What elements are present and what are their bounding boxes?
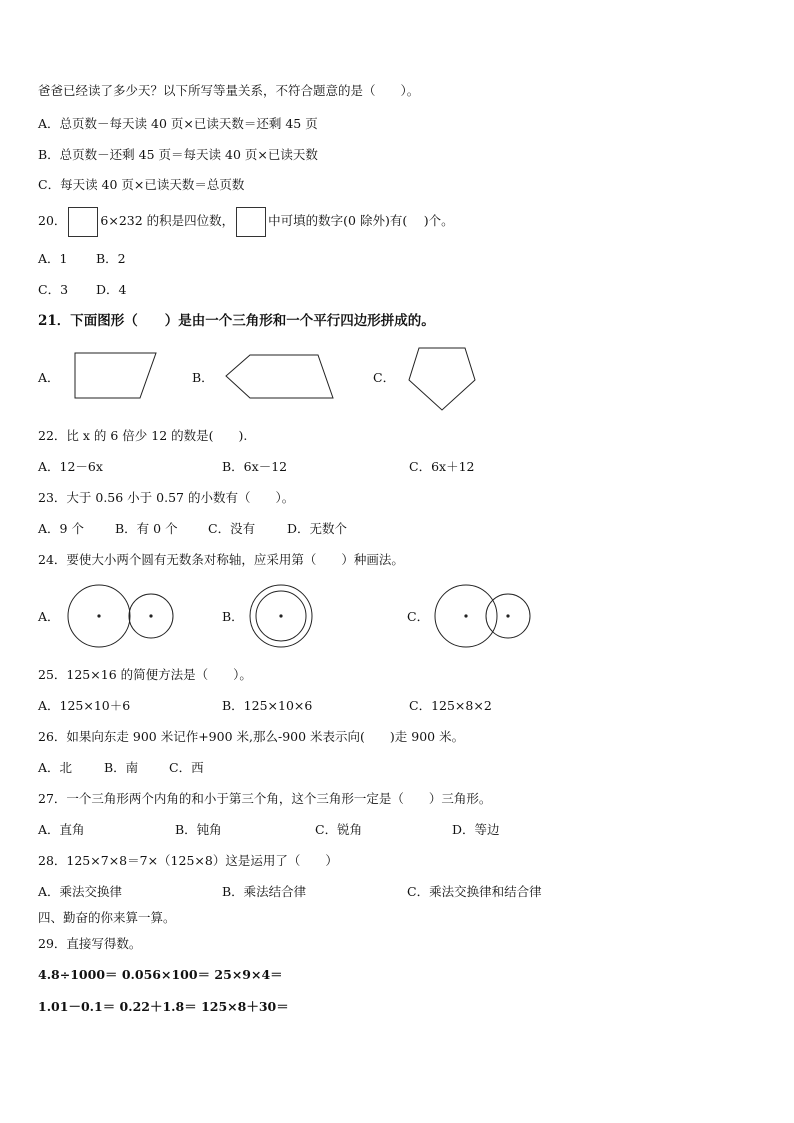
q21-label-a: A． <box>38 370 60 385</box>
q29-row-2: 1.01－0.1＝ 0.22＋1.8＝ 125×8＋30＝ <box>38 999 289 1014</box>
q27-option-c: C．锐角 <box>315 822 363 837</box>
q22-stem: 22．比 x 的 6 倍少 12 的数是( ). <box>38 428 248 443</box>
q26-stem: 26．如果向东走 900 米记作+900 米,那么-900 米表示向( )走 900 米。 <box>38 729 465 744</box>
q24-stem: 24．要使大小两个圆有无数条对称轴，应采用第（ ）种画法。 <box>38 552 404 567</box>
q23-option-b: B．有 0 个 <box>115 521 178 536</box>
q29-stem: 29．直接写得数。 <box>38 936 142 951</box>
q20-mid-text: 6×232 的积是四位数， <box>100 213 235 228</box>
q28-option-c: C．乘法交换律和结合律 <box>407 884 542 899</box>
q24-figure-a <box>68 585 173 647</box>
q26-option-a: A．北 <box>38 760 73 775</box>
q19-option-b: B．总页数－还剩 45 页＝每天读 40 页×已读天数 <box>38 147 318 162</box>
q26-option-b: B．南 <box>104 760 139 775</box>
q28-option-a: A．乘法交换律 <box>38 884 123 899</box>
section-heading: 四、勤奋的你来算一算。 <box>38 910 176 925</box>
q23-option-d: D．无数个 <box>287 521 348 536</box>
q19-option-a: A．总页数－每天读 40 页×已读天数＝还剩 45 页 <box>38 116 318 131</box>
q21-stem: 21．下面图形（ ）是由一个三角形和一个平行四边形拼成的。 <box>38 313 435 329</box>
q27-option-d: D．等边 <box>452 822 500 837</box>
q20-option-b: B．2 <box>96 251 126 266</box>
q24-label-b: B． <box>222 609 244 624</box>
q24-figure-c <box>435 585 530 647</box>
q24-label-a: A． <box>38 609 60 624</box>
q20-option-d: D．4 <box>96 282 127 297</box>
q25-stem: 25．125×16 的简便方法是（ ）。 <box>38 667 252 682</box>
q27-option-b: B．钝角 <box>175 822 222 837</box>
q24-figure-b <box>250 585 312 647</box>
q20-number: 20． <box>38 213 67 228</box>
q27-stem: 27．一个三角形两个内角的和小于第三个角，这个三角形一定是（ ）三角形。 <box>38 791 492 806</box>
q26-option-c: C．西 <box>169 760 204 775</box>
q23-option-c: C．没有 <box>208 521 256 536</box>
q20-tail-text: 中可填的数字(0 除外)有( )个。 <box>268 213 454 228</box>
q23-stem: 23．大于 0.56 小于 0.57 的小数有（ ）。 <box>38 490 295 505</box>
q20-option-a: A．1 <box>38 251 68 266</box>
q23-option-a: A．9 个 <box>38 521 84 536</box>
q22-option-b: B．6x－12 <box>222 459 288 474</box>
q19-option-c: C．每天读 40 页×已读天数＝总页数 <box>38 177 245 192</box>
q25-option-c: C．125×8×2 <box>409 698 492 713</box>
q29-row-1: 4.8÷1000＝ 0.056×100＝ 25×9×4＝ <box>38 967 283 982</box>
q25-option-b: B．125×10×6 <box>222 698 313 713</box>
q21-label-b: B． <box>192 370 214 385</box>
q28-stem: 28．125×7×8＝7×（125×8）这是运用了（ ） <box>38 853 338 868</box>
q21-label-c: C． <box>373 370 396 385</box>
q20-option-c: C．3 <box>38 282 69 297</box>
q19-stem: 爸爸已经读了多少天？以下所写等量关系，不符合题意的是（ ）。 <box>38 83 420 98</box>
q27-option-a: A．直角 <box>38 822 85 837</box>
q24-label-c: C． <box>407 609 430 624</box>
q22-option-a: A．12－6x <box>38 459 103 474</box>
q22-option-c: C．6x＋12 <box>409 459 475 474</box>
q25-option-a: A．125×10＋6 <box>38 698 131 713</box>
q28-option-b: B．乘法结合律 <box>222 884 307 899</box>
